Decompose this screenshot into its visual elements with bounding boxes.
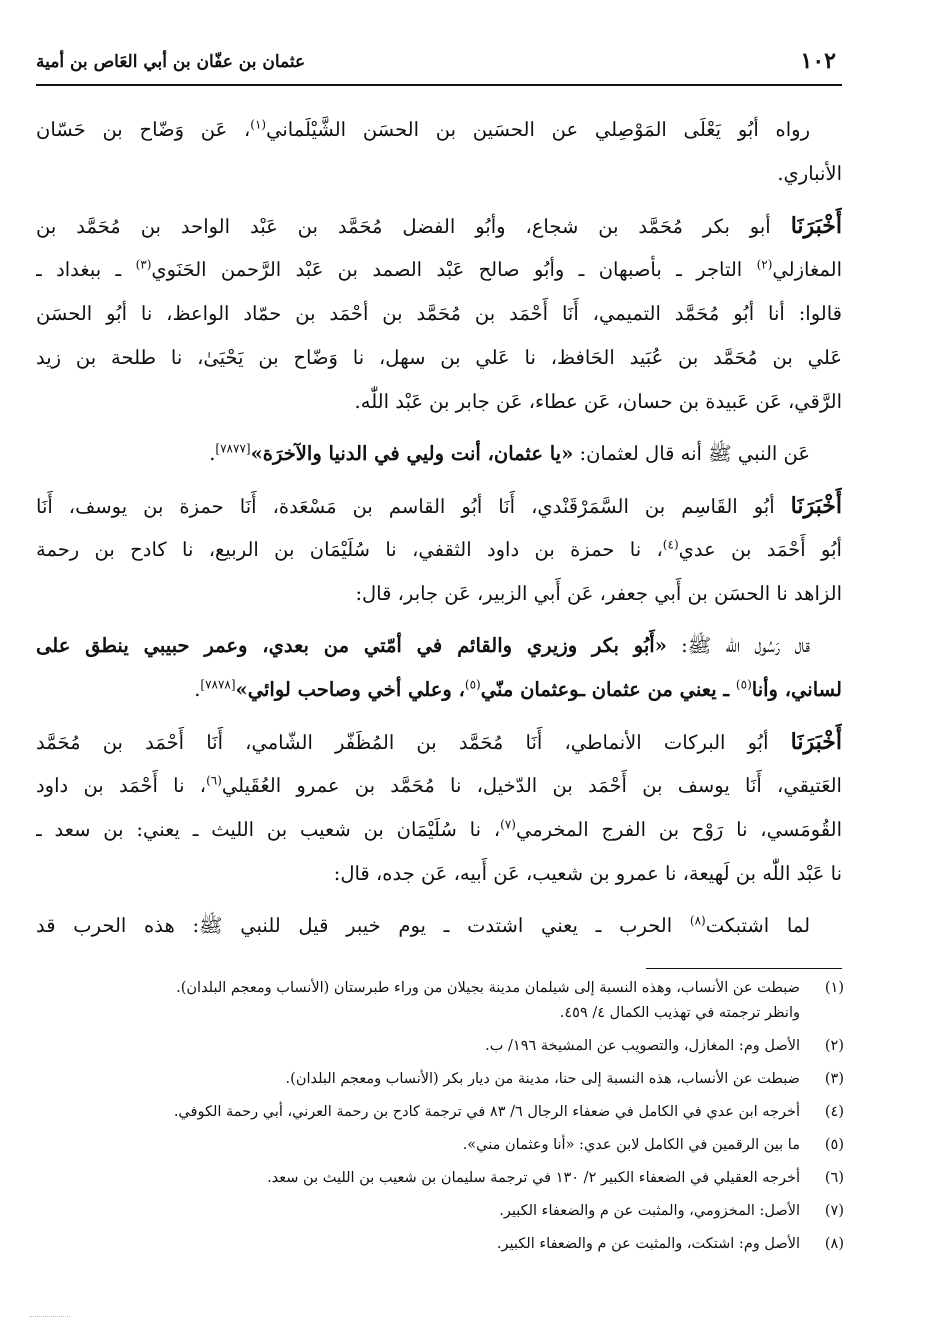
text-line [36,152,842,196]
text-run: ، عَن وَضّاح بن حَسّان [36,118,251,141]
text-run: ، نا حمزة بن داود الثقفي، نا سُلَيْمَان بن الربيع، نا كادح بن رحمة [36,538,663,561]
footnote-ref[interactable]: (٧) [500,817,516,832]
text-run: ، نا سُلَيْمَان بن شعيب بن الليث ـ يعني: بن سعد ـ [36,818,501,841]
text-run: الرَّقي، عَن عَبيدة بن حسان، عَن عطاء، عَن جابر بن عَبْد اللّٰه. [354,390,842,413]
footnote-number: (١) [824,980,844,996]
footnote-ref[interactable]: (٥) [464,677,481,692]
footnote-text: الأصل: المخزومي، والمثبت عن م والضعفاء الكبير. [499,1203,800,1219]
text-line [36,852,842,896]
hadith-quote: لساني، وأنا [751,678,842,701]
main-text [36,108,842,948]
footnote [60,1067,844,1092]
text-line [36,292,842,336]
scan-mark [30,1316,70,1317]
hadith-quote: وعثمان منّي [480,678,580,701]
footnote [60,1034,844,1059]
footnotes [60,976,844,1257]
text-line [36,528,842,572]
footnote-number: (٧) [824,1203,844,1219]
footnote-ref[interactable]: (٤) [662,537,679,552]
text-run: العَتيقي، أَنَا يوسف بن أَحْمَد بن الدّخيل، نا مُحَمَّد بن عمرو العُقَيلي [221,774,842,797]
text-run: لما اشتبكت [705,914,811,937]
footnote-ref[interactable]: (١) [250,117,267,132]
text-run: رواه أبُو يَعْلَى المَوْصِلي عن الحسَين بن الحسَن الشَّيْلَماني [266,118,810,141]
text-run: ـ يعني من عثمان ـ [579,678,736,701]
footnote [60,1232,844,1257]
page-header [36,44,842,86]
footnote [60,1199,844,1224]
text-run: قالوا: أنا أبُو مُحَمَّد التميمي، أَنَا أَحْمَد بن مُحَمَّد بن أحْمَد بن حمّاد الواعظ، نا أبُو الحسَن [36,302,842,325]
text-run: أبُو البركات الأنماطي، أَنَا مُحَمَّد بن المُظَفّر الشّامي، أَنَا أَحْمَد بن مُحَمَّد [36,731,769,754]
text-line [36,484,842,528]
footnote-text: الأصل وم: اشتكت، والمثبت عن م والضعفاء الكبير. [496,1236,800,1252]
footnote-text: وانظر ترجمته في تهذيب الكمال ٤/ ٤٥٩. [559,1005,800,1021]
footnote-text: أخرجه العقيلي في الضعفاء الكبير ٢/ ١٣٠ في ترجمة سليمان بن شعيب بن الليث بن سعد. [267,1170,800,1186]
footnote-text: أخرجه ابن عدي في الكامل في ضعفاء الرجال ٦/ ٨٣ في ترجمة كادح بن رحمة العرني، أبي رحمة الكوفي. [173,1104,800,1120]
text-line [36,808,842,852]
hadith-number: [٧٨٧٨] [200,677,236,692]
footnote-text: ضبطت عن الأنساب، وهذه النسبة إلى شيلمان مدينة بجيلان من وراء طبرستان (الأنساب ومعجم البلدان). [176,980,800,996]
text-run: التاجر ـ بأصبهان ـ وأبُو صالح عَبْد الصمد بن عَبْد الرَّحمن الحَنَوي [151,258,757,281]
footnote-ref[interactable]: (٣) [135,257,152,272]
text-line [36,572,842,616]
footnote-ref[interactable]: (٢) [756,257,773,272]
text-run: الحرب ـ يعني اشتدت ـ يوم خيبر قيل للنبي ﷺ: هذه الحرب قد [36,914,690,937]
text-run: عَن النبي ﷺ أنه قال لعثمان: [573,442,810,465]
footnote [60,1166,844,1191]
text-run: أبو بكر مُحَمَّد بن شجاع، وأبُو الفضل مُحَمَّد بن عَبْد الواحد بن مُحَمَّد بن [36,215,771,238]
footnote-number: (٢) [824,1038,844,1054]
footnote [60,1133,844,1158]
text-run: نا عَبْد اللّٰه بن لَهيعة، نا عمرو بن شعيب، عَن أَبيه، عَن جده، قال: [333,862,842,885]
text-run: ـ ببغداد ـ [36,258,136,281]
footnote-ref[interactable]: (٦) [206,773,222,788]
footnote-number: (٣) [824,1071,844,1087]
hadith-quote: «يا عثمان، أنت وليي في الدنيا والآخرَة» [250,442,574,465]
page-number: ١٠٢ [800,48,836,74]
text-run: قال رَسُول اللّٰه ﷺ: [666,634,810,657]
text-line [36,380,842,424]
hadith-line [36,668,842,712]
hadith-quote: «أَبُو بكر وزيري والقائم في أمّتي من بعدي، وعمر حبيبي ينطق على [36,634,667,657]
text-line [36,720,842,764]
footnote-ref[interactable]: (٨) [689,913,706,928]
footnote-ref[interactable]: (٥) [735,677,752,692]
footnote-text: ما بين الرقمين في الكامل لابن عدي: «أنا وعثمان مني». [462,1137,800,1153]
text-run: الزاهد نا الحسَن بن أَبي جعفر، عَن أَبي الزبير، عَن جابر، قال: [355,582,842,605]
text-run: المغازلي [772,258,842,281]
hadith-line [36,432,842,476]
text-run: . [194,678,201,701]
isnad-keyword: أَخْبَرَنَا [790,493,842,519]
footnote-number: (٦) [824,1170,844,1186]
hadith-line [36,624,842,668]
footnote-number: (٥) [824,1137,844,1153]
text-run: الأنباري. [777,162,842,185]
footnote-separator [646,968,842,969]
isnad-keyword: أَخْبَرَنَا [790,213,842,239]
text-run: ، نا أَحْمَد بن داود [36,774,207,797]
text-run: أبُو القَاسِم بن السَّمَرْقَنْدي، أَنَا أبُو القاسم بن مَسْعَدة، أَنَا حمزة بن يوسف، أَنَا [36,495,775,518]
footnote-text: الأصل وم: المغازل، والتصويب عن المشيخة ١٩٦/ ب. [485,1038,800,1054]
text-run: أبُو أَحْمَد بن عدي [678,538,842,561]
footnote-number: (٤) [824,1104,844,1120]
hadith-number: [٧٨٧٧] [215,441,251,456]
footnote-number: (٨) [824,1236,844,1252]
text-run: القُومَسي، نا رَوْح بن الفرج المخرمي [515,818,842,841]
footnote [60,976,844,1026]
text-run: . [209,442,216,465]
text-line [36,108,842,152]
isnad-keyword: أَخْبَرَنَا [790,729,842,755]
text-run: عَلي بن مُحَمَّد بن عُبَيد الحَافظ، نا عَلي بن سهل، نا وَضّاح بن يَحْيَىٰ، نا طلحة بن زيد [36,346,842,369]
text-line [36,248,842,292]
text-line [36,204,842,248]
hadith-quote: ، وعلي أخي وصاحب لوائي» [235,678,465,701]
text-line [36,904,842,948]
text-line [36,764,842,808]
footnote [60,1100,844,1125]
footnote-text: ضبطت عن الأنساب، هذه النسبة إلى حنا، مدينة من ديار بكر (الأنساب ومعجم البلدان). [285,1071,800,1087]
text-line [36,336,842,380]
running-title: عثمان بن عفّان بن أبي العَاص بن أمية [36,52,306,72]
